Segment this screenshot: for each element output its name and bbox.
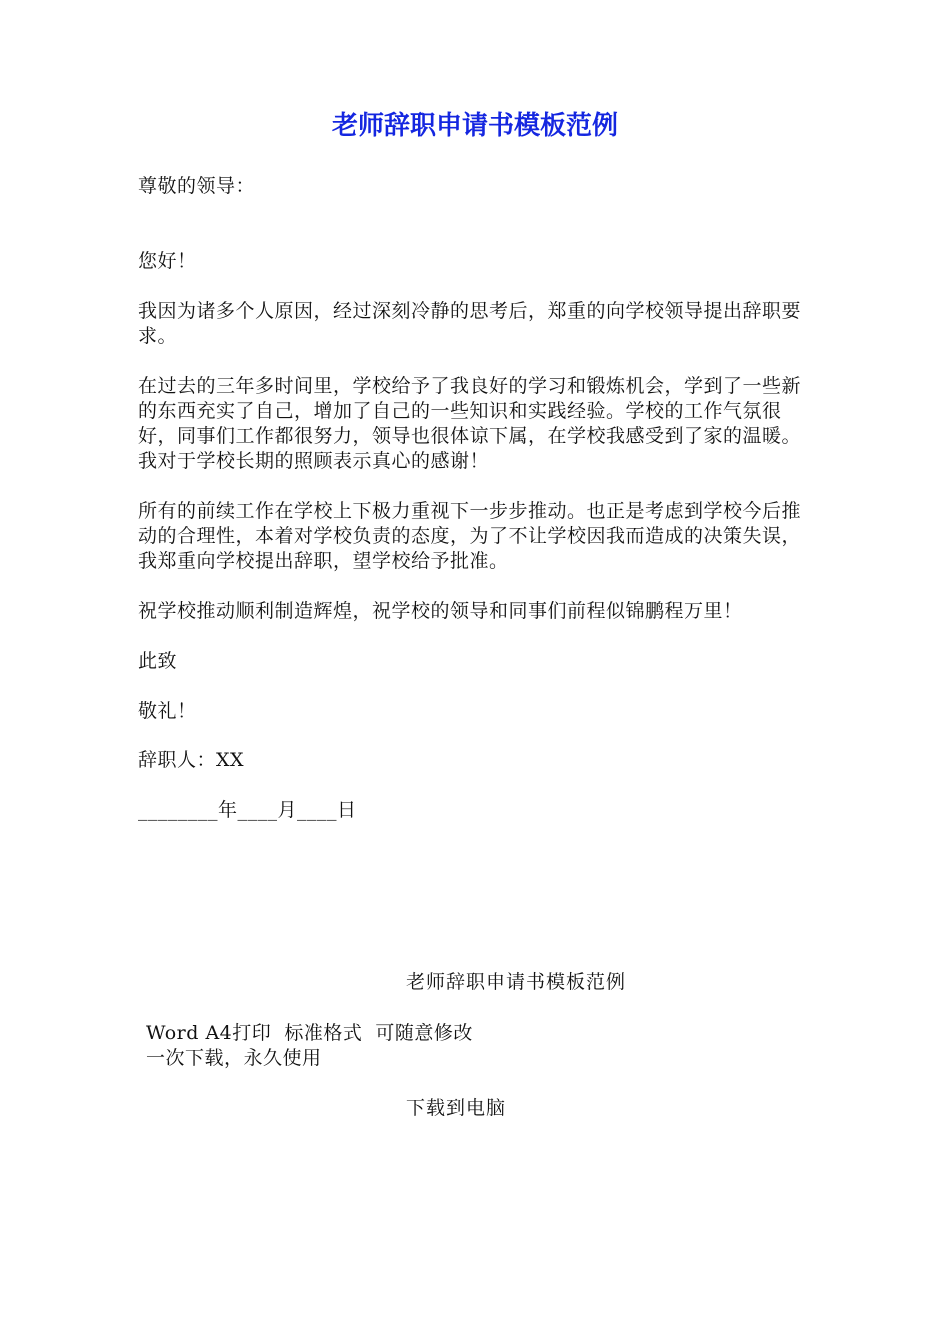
document-title: 老师辞职申请书模板范例 [331,111,618,141]
signature: 辞职人：XX [138,749,245,771]
date-line: ________年____月____日 [138,799,357,821]
paragraph-1: 我因为诸多个人原因，经过深刻冷静的思考后，郑重的向学校领导提出辞职要求。 [138,300,802,347]
greeting: 您好！ [138,250,197,272]
footer-title: 老师辞职申请书模板范例 [406,971,627,993]
closing-line-1: 此致 [138,650,178,672]
download-link[interactable]: 下载到电脑 [406,1097,507,1119]
salutation: 尊敬的领导： [138,175,256,197]
closing-line-2: 敬礼！ [138,700,197,722]
paragraph-3: 所有的前续工作在学校上下极力重视下一步步推动。也正是考虑到学校今后推动的合理性，本着对学校负责的态度，为了不让学校因我而造成的决策失误，我郑重向学校提出辞职，望学校给予批准。 [138,500,802,572]
footer-usage-line: 一次下载，永久使用 [146,1047,322,1069]
footer-format-line: Word A4打印 标准格式 可随意修改 [146,1022,473,1044]
paragraph-2: 在过去的三年多时间里，学校给予了我良好的学习和锻炼机会，学到了一些新的东西充实了自己，增加了自己的一些知识和实践经验。学校的工作气氛很好，同事们工作都很努力，领导也很体谅下属，在学校我感受到了家的温暖。我对于学校长期的照顾表示真心的感谢！ [138,375,802,472]
paragraph-4: 祝学校推动顺利制造辉煌，祝学校的领导和同事们前程似锦鹏程万里！ [138,600,743,622]
